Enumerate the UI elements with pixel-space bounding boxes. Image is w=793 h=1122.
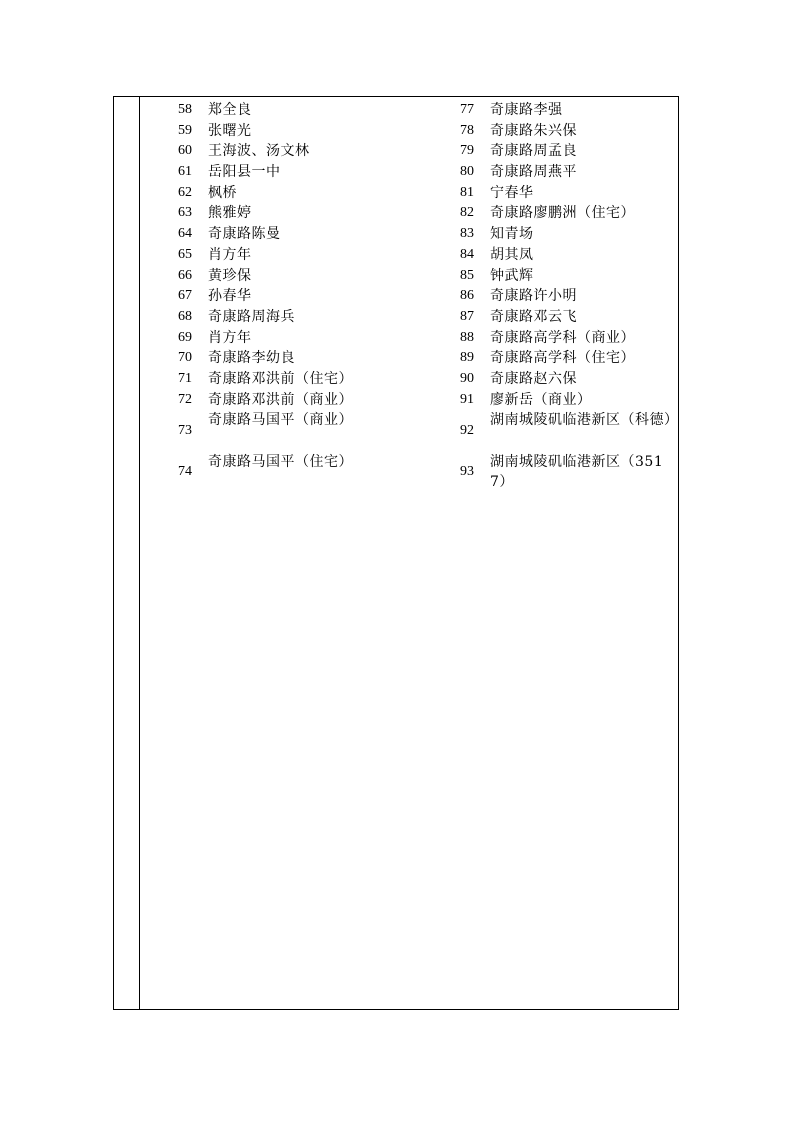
item-number: 72: [178, 391, 192, 407]
item-number: 70: [178, 350, 192, 366]
item-name: 奇康路邓洪前（商业）: [208, 391, 353, 408]
item-name: 岳阳县一中: [208, 164, 281, 181]
item-name: 肖方年: [208, 246, 252, 263]
item-name: 胡其凤: [490, 246, 534, 263]
item-name: 郑全良: [208, 102, 252, 118]
item-name: 奇康路马国平（住宅）: [208, 453, 353, 470]
item-number: 87: [460, 308, 474, 324]
list-item: [178, 224, 438, 245]
item-name: 奇康路高学科（商业）: [490, 329, 635, 346]
item-number: 88: [460, 329, 474, 345]
item-number: 64: [178, 226, 192, 242]
item-name: 湖南城陵矶临港新区（3517）: [490, 453, 664, 491]
item-name: 奇康路邓云飞: [490, 308, 577, 325]
list-item: [460, 183, 674, 204]
item-number: 73: [178, 422, 192, 438]
item-name: 奇康路李幼良: [208, 350, 295, 367]
table-left-rule: [139, 97, 140, 1009]
list-item: [460, 410, 679, 451]
item-number: 85: [460, 267, 474, 283]
list-item: [178, 266, 438, 287]
item-number: 62: [178, 184, 192, 200]
item-number: 69: [178, 329, 192, 345]
item-number: 92: [460, 422, 474, 438]
item-name: 奇康路李强: [490, 102, 563, 118]
item-name: 宁春华: [490, 184, 534, 201]
list-item: [460, 162, 674, 183]
item-number: 60: [178, 143, 192, 159]
list-item: [178, 141, 438, 162]
item-name: 奇康路赵六保: [490, 370, 577, 387]
list-item: [178, 369, 438, 390]
list-item: [460, 348, 674, 369]
item-number: 89: [460, 350, 474, 366]
item-number: 81: [460, 184, 474, 200]
item-name: 孙春华: [208, 288, 252, 305]
item-name: 奇康路陈曼: [208, 226, 281, 243]
list-item: [178, 328, 438, 349]
item-name: 奇康路许小明: [490, 288, 577, 305]
list-item: [178, 390, 438, 411]
list-item: [178, 121, 438, 142]
item-number: 79: [460, 143, 474, 159]
item-name: 奇康路廖鹏洲（住宅）: [490, 205, 635, 222]
left-column-list: [178, 100, 438, 493]
list-item: [178, 162, 438, 183]
list-item: [178, 348, 438, 369]
item-name: 奇康路周海兵: [208, 308, 295, 325]
item-number: 59: [178, 122, 192, 138]
item-number: 83: [460, 226, 474, 242]
item-number: 90: [460, 370, 474, 386]
item-number: 78: [460, 122, 474, 138]
list-item: [460, 121, 674, 142]
list-item: [178, 452, 438, 493]
item-number: 84: [460, 246, 474, 262]
list-item: [460, 286, 674, 307]
list-item: [460, 328, 674, 349]
list-item: [460, 141, 674, 162]
item-number: 80: [460, 164, 474, 180]
item-number: 74: [178, 464, 192, 480]
list-item: [460, 203, 674, 224]
item-number: 91: [460, 391, 474, 407]
list-item: [178, 183, 438, 204]
list-item: [460, 452, 674, 493]
item-name: 王海波、汤文林: [208, 143, 310, 160]
item-name: 奇康路周孟良: [490, 143, 577, 160]
item-number: 61: [178, 164, 192, 180]
item-number: 86: [460, 288, 474, 304]
item-name: 张曙光: [208, 122, 252, 139]
list-item: [460, 390, 674, 411]
item-number: 71: [178, 370, 192, 386]
item-name: 奇康路高学科（住宅）: [490, 350, 635, 367]
list-item: [178, 245, 438, 266]
list-item: [178, 410, 438, 451]
list-item: [460, 307, 674, 328]
item-number: 65: [178, 246, 192, 262]
item-name: 肖方年: [208, 329, 252, 346]
list-item: [460, 245, 674, 266]
item-name: 黄珍保: [208, 267, 252, 284]
item-name: 廖新岳（商业）: [490, 391, 592, 408]
item-number: 82: [460, 205, 474, 221]
list-item: [178, 307, 438, 328]
list-item: [178, 286, 438, 307]
item-number: 58: [178, 102, 192, 117]
list-item: [460, 369, 674, 390]
item-name: 钟武辉: [490, 267, 534, 284]
item-number: 63: [178, 205, 192, 221]
item-name: 奇康路周燕平: [490, 164, 577, 181]
item-name: 枫桥: [208, 184, 237, 201]
list-item: [178, 100, 438, 121]
item-name: 熊雅婷: [208, 205, 252, 222]
list-item: [460, 266, 674, 287]
item-number: 77: [460, 102, 474, 117]
item-number: 67: [178, 288, 192, 304]
item-name: 知青场: [490, 226, 534, 243]
item-name: 奇康路马国平（商业）: [208, 412, 353, 429]
item-number: 93: [460, 464, 474, 480]
right-column-list: [460, 100, 679, 493]
item-number: 68: [178, 308, 192, 324]
item-number: 66: [178, 267, 192, 283]
document-table: [113, 96, 679, 1010]
item-name: 奇康路邓洪前（住宅）: [208, 370, 353, 387]
list-item: [460, 224, 674, 245]
item-name: 奇康路朱兴保: [490, 122, 577, 139]
list-item: [178, 203, 438, 224]
item-name: 湖南城陵矶临港新区（科德）: [490, 412, 679, 429]
list-item: [460, 100, 674, 121]
